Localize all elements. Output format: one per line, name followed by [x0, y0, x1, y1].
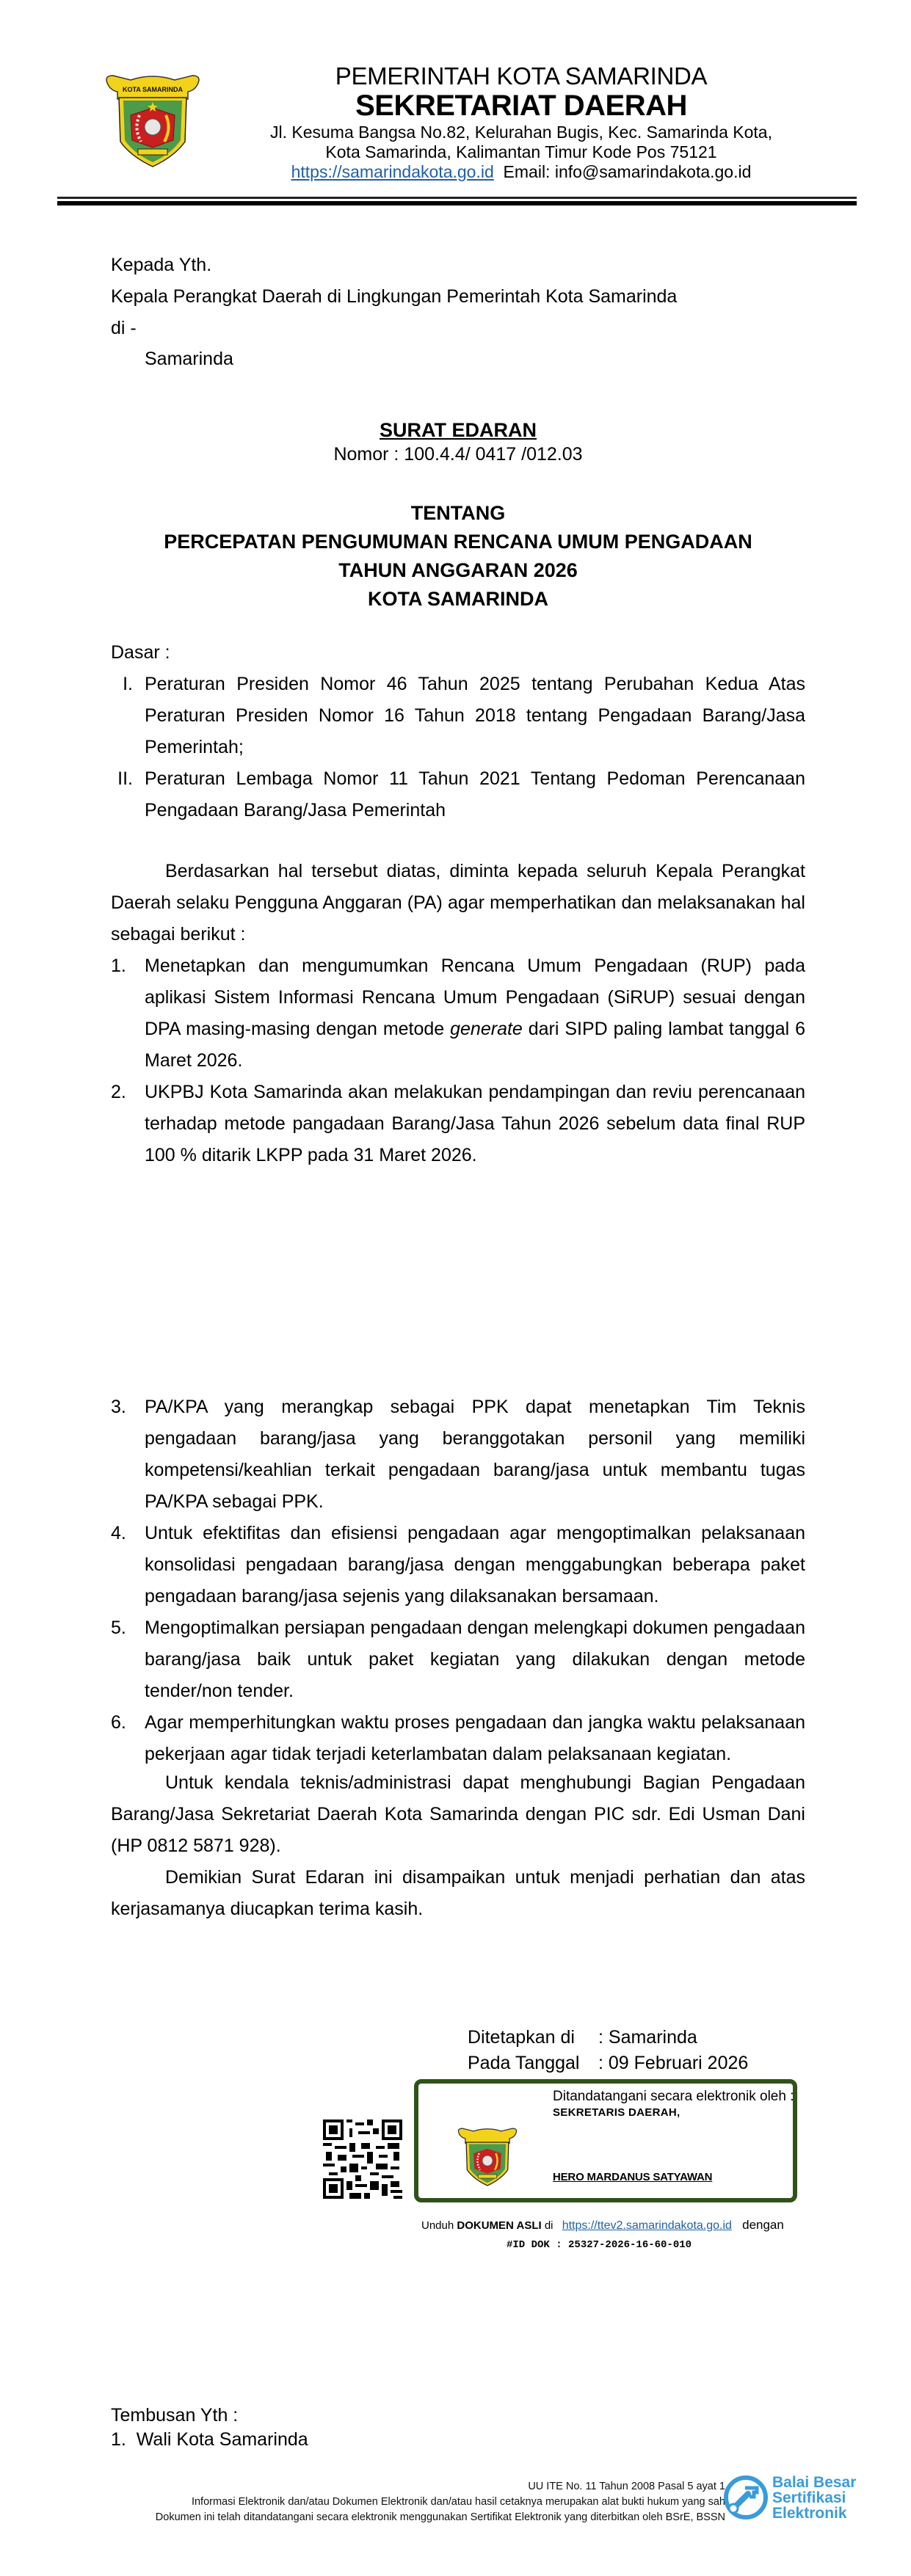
download-original-note — [421, 2219, 784, 2233]
dasar-item — [111, 763, 805, 826]
instruction-number: 5. — [111, 1618, 126, 1638]
letterhead-office-name: SEKRETARIAT DAERAH — [355, 90, 687, 122]
qr-code-icon — [323, 2120, 402, 2199]
signature-place-label: Ditetapkan di — [468, 2027, 575, 2048]
letterhead-address-line1: Jl. Kesuma Bangsa No.82, Kelurahan Bugis, Kec. Samarinda Kota, — [269, 123, 772, 142]
salutation: Kepada Yth. — [111, 255, 212, 275]
download-suffix: dengan — [742, 2218, 784, 2232]
instruction-number: 2. — [111, 1082, 126, 1102]
contact-paragraph — [111, 1767, 805, 1862]
dasar-item-number: I. — [123, 674, 133, 694]
download-di: di — [544, 2219, 554, 2232]
dasar-label: Dasar : — [111, 642, 170, 663]
coat-of-arms-icon — [455, 2121, 520, 2191]
instruction-item — [111, 1077, 805, 1171]
signature-place — [468, 2025, 697, 2051]
dasar-list — [111, 669, 805, 826]
subject-line: KOTA SAMARINDA — [368, 588, 548, 610]
coat-of-arms-icon — [101, 70, 204, 169]
city-coat-of-arms-logo — [101, 70, 204, 169]
subject-line: TAHUN ANGGARAN 2026 — [338, 559, 578, 581]
signature-place-value: : Samarinda — [598, 2027, 697, 2048]
instruction-number: 4. — [111, 1523, 126, 1543]
instruction-number: 3. — [111, 1397, 126, 1417]
instruction-number: 1. — [111, 956, 126, 976]
dasar-item-text: Peraturan Lembaga Nomor 11 Tahun 2021 Tentang Pedoman Perencanaan Pengadaan Barang/Jasa Pemerintah — [145, 768, 805, 821]
footer-certificate-note: Dokumen ini telah ditandatangani secara elektronik menggunakan Sertifikat Elektronik yang diterbitkan oleh BSrE, BSSN — [155, 2511, 725, 2523]
verification-qr-code[interactable] — [323, 2120, 402, 2199]
closing-paragraph — [111, 1862, 805, 1925]
instruction-list-part1 — [111, 950, 805, 1171]
bsre-line: Sertifikasi — [772, 2489, 846, 2506]
instruction-text: Untuk efektifitas dan efisiensi pengadaan agar mengoptimalkan pelaksanaan konsolidasi pengadaan barang/jasa dengan menggabungkan beberapa paket pengadaan barang/jasa sejenis yang dilaksanakan bersamaan. — [145, 1523, 805, 1607]
instruction-text: Menetapkan dan mengumumkan Rencana Umum Pengadaan (RUP) pada aplikasi Sistem Informasi Rencana Umum Pengadaan (SiRUP) sesuai dengan DPA masing-masing dengan metode generate dari SIPD paling lambat tanggal 6 Maret 2026. — [145, 956, 805, 1071]
closing-text: Demikian Surat Edaran ini disampaikan untuk menjadi perhatian dan atas kerjasamanya diucapkan terima kasih. — [111, 1867, 805, 1919]
instruction-item — [111, 950, 805, 1077]
instruction-item — [111, 1391, 805, 1518]
subject-about: TENTANG — [410, 502, 506, 524]
subject-heading — [111, 499, 805, 614]
recipient-name: Kepala Perangkat Daerah di Lingkungan Pemerintah Kota Samarinda — [111, 286, 678, 307]
bsre-wordmark — [772, 2475, 856, 2521]
document-number: Nomor : 100.4.4/ 0417 /012.03 — [333, 444, 583, 465]
signature-coat-of-arms-logo — [455, 2121, 520, 2191]
tembusan-item-text: Wali Kota Samarinda — [136, 2429, 308, 2450]
bsre-logo — [723, 2475, 769, 2520]
recipient-di: di - — [111, 318, 137, 338]
instruction-number: 6. — [111, 1712, 126, 1733]
dasar-item-text: Peraturan Presiden Nomor 46 Tahun 2025 tentang Perubahan Kedua Atas Peraturan Presiden Nomor 16 Tahun 2018 tentang Pengadaan Barang/Jasa Pemerintah; — [145, 674, 805, 757]
contact-text: Untuk kendala teknis/administrasi dapat menghubungi Bagian Pengadaan Barang/Jasa Sekretariat Daerah Kota Samarinda dengan PIC sdr. Edi Usman Dani (HP 0812 5871 928). — [111, 1772, 805, 1856]
bsre-key-icon — [723, 2475, 769, 2520]
subject-line: PERCEPATAN PENGUMUMAN RENCANA UMUM PENGADAAN — [164, 531, 752, 553]
instruction-item — [111, 1612, 805, 1707]
email-text: Email: info@samarindakota.go.id — [503, 162, 752, 181]
instruction-text: Agar memperhitungkan waktu proses pengadaan dan jangka waktu pelaksanaan pekerjaan agar tidak terjadi keterlambatan dalam pelaksanaan kegiatan. — [145, 1712, 805, 1764]
document-title: SURAT EDARAN — [380, 419, 537, 441]
signatory-position: SEKRETARIS DAERAH, — [553, 2106, 680, 2119]
tembusan-item — [111, 2428, 308, 2452]
download-bold: DOKUMEN ASLI — [457, 2219, 542, 2232]
document-id: #ID DOK : 25327-2026-16-60-010 — [507, 2239, 692, 2251]
instruction-item — [111, 1518, 805, 1612]
instruction-list-part2 — [111, 1391, 805, 1770]
instruction-text: UKPBJ Kota Samarinda akan melakukan pendampingan dan reviu perencanaan terhadap metode pangadaan Barang/Jasa Tahun 2026 sebelum data final RUP 100 % ditarik LKPP pada 31 Maret 2026. — [145, 1082, 805, 1165]
instruction-text: PA/KPA yang merangkap sebagai PPK dapat menetapkan Tim Teknis pengadaan barang/jasa yang beranggotakan personil yang memiliki kompetensi/keahlian terkait pengadaan barang/jasa untuk membantu tugas PA/KPA sebagai PPK. — [145, 1397, 805, 1512]
bsre-line: Elektronik — [772, 2505, 847, 2522]
signature-date-label: Pada Tanggal — [468, 2053, 580, 2073]
footer-legal-note: Informasi Elektronik dan/atau Dokumen Elektronik dan/atau hasil cetaknya merupakan alat bukti hukum yang sah — [191, 2496, 725, 2508]
instruction-text: Mengoptimalkan persiapan pengadaan dengan melengkapi dokumen pengadaan barang/jasa baik untuk paket kegiatan yang dilakukan dengan metode tender/non tender. — [145, 1618, 805, 1701]
recipient-place: Samarinda — [145, 349, 233, 369]
tembusan-label: Tembusan Yth : — [111, 2405, 239, 2426]
letterhead-divider-thick — [57, 201, 857, 205]
signatory-name: HERO MARDANUS SATYAWAN — [553, 2171, 713, 2183]
letterhead-address-line2: Kota Samarinda, Kalimantan Timur Kode Pos 75121 — [325, 142, 717, 161]
letterhead-contact — [220, 162, 822, 182]
bsre-line: Balai Besar — [772, 2474, 857, 2491]
intro-text: Berdasarkan hal tersebut diatas, diminta kepada seluruh Kepala Perangkat Daerah selaku Pengguna Anggaran (PA) agar memperhatikan dan melaksanakan hal sebagai berikut : — [111, 861, 805, 945]
letterhead-divider-thin — [57, 197, 857, 199]
signature-date — [468, 2051, 748, 2076]
tembusan-item-number: 1. — [111, 2429, 126, 2450]
verification-link[interactable]: https://ttev2.samarindakota.go.id — [562, 2219, 732, 2232]
signed-by-label: Ditandatangani secara elektronik oleh : — [553, 2089, 794, 2104]
dasar-item-number: II. — [117, 768, 133, 789]
instruction-item — [111, 1707, 805, 1770]
signature-date-value: : 09 Februari 2026 — [598, 2053, 749, 2073]
intro-paragraph — [111, 856, 805, 950]
svg-text:KOTA SAMARINDA: KOTA SAMARINDA — [123, 86, 183, 93]
letterhead-government-name: PEMERINTAH KOTA SAMARINDA — [335, 62, 708, 90]
website-link[interactable]: https://samarindakota.go.id — [291, 162, 494, 181]
footer-law-reference: UU ITE No. 11 Tahun 2008 Pasal 5 ayat 1 — [528, 2481, 725, 2492]
dasar-item — [111, 669, 805, 763]
download-prefix: Unduh — [421, 2219, 454, 2232]
